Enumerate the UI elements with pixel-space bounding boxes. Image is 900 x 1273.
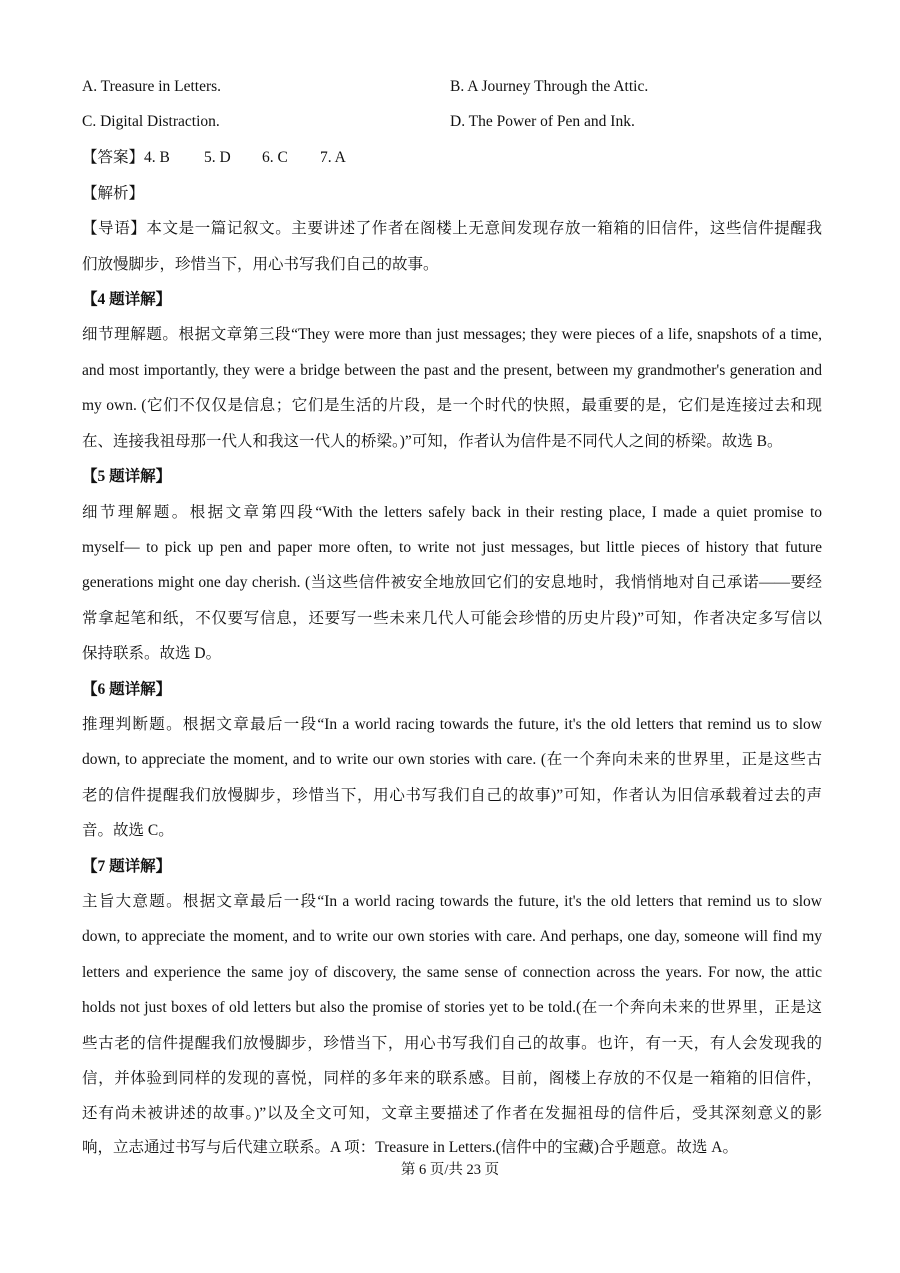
option-b: B. A Journey Through the Attic. (450, 78, 649, 95)
q4-line: 在、连接我祖母那一代人和我这一代人的桥梁。)”可知，作者认为信件是不同代人之间的桥梁。故选 B。 (82, 433, 783, 450)
q4-line: 细节理解题。根据文章第三段“They were more than just messages; they were pieces of a life, snapshots of a time, (82, 326, 822, 343)
q7-line: letters and experience the same joy of discovery, the same sense of connection across the years. For now, the attic (82, 964, 822, 981)
intro-line: 们放慢脚步，珍惜当下，用心书写我们自己的故事。 (82, 256, 439, 273)
answer-q4: 4. B (144, 149, 170, 166)
q7-line: down, to appreciate the moment, and to write our own stories with care. And perhaps, one day, someone will find my (82, 928, 822, 945)
q6-line: 音。故选 C。 (82, 822, 174, 839)
q5-heading: 【5 题详解】 (82, 468, 172, 485)
analysis-label: 【解析】 (82, 185, 145, 202)
q4-line: my own. (它们不仅仅是信息；它们是生活的片段，是一个时代的快照，最重要的是，它们是连接过去和现 (82, 397, 822, 414)
q5-line: myself— to pick up pen and paper more often, to write not just messages, but little pieces of history that future (82, 539, 822, 556)
q6-heading: 【6 题详解】 (82, 681, 172, 698)
q6-line: down, to appreciate the moment, and to write our own stories with care. (在一个奔向未来的世界里，正是这些古 (82, 751, 822, 768)
q7-heading: 【7 题详解】 (82, 858, 172, 875)
q4-heading: 【4 题详解】 (82, 291, 172, 308)
option-a: A. Treasure in Letters. (82, 78, 222, 95)
answer-q6: 6. C (262, 149, 288, 166)
q7-line: 响，立志通过书写与后代建立联系。A 项：Treasure in Letters.(信件中的宝藏)合乎题意。故选 A。 (82, 1139, 738, 1156)
q5-line: 常拿起笔和纸，不仅要写信息，还要写一些未来几代人可能会珍惜的历史片段)”可知，作者决定多写信以 (82, 610, 822, 627)
page-footer: 第 6 页/共 23 页 (400, 1162, 500, 1178)
option-d: D. The Power of Pen and Ink. (450, 113, 635, 130)
answer-label: 【答案】 (82, 149, 145, 166)
intro-line: 【导语】本文是一篇记叙文。主要讲述了作者在阁楼上无意间发现存放一箱箱的旧信件，这些信件提醒我 (82, 220, 822, 237)
answer-q7: 7. A (320, 149, 346, 166)
q5-line: generations might one day cherish. (当这些信件被安全地放回它们的安息地时，我悄悄地对自己承诺——要经 (82, 574, 822, 591)
q7-line: 些古老的信件提醒我们放慢脚步，珍惜当下，用心书写我们自己的故事。也许，有一天，有人会发现我的 (82, 1035, 822, 1052)
q7-line: holds not just boxes of old letters but also the promise of stories yet to be told.(在一个奔向未来的世界里，正是这 (82, 999, 822, 1016)
answer-q5: 5. D (204, 149, 231, 166)
answer-line (82, 148, 822, 168)
q5-line: 保持联系。故选 D。 (82, 645, 222, 662)
q5-line: 细节理解题。根据文章第四段“With the letters safely back in their resting place, I made a quiet promise to (82, 504, 822, 521)
q4-line: and most importantly, they were a bridge between the past and the present, between my grandmother's generation and (82, 362, 822, 379)
q6-line: 老的信件提醒我们放慢脚步，珍惜当下，用心书写我们自己的故事)”可知，作者认为旧信承载着过去的声 (82, 787, 822, 804)
q6-line: 推理判断题。根据文章最后一段“In a world racing towards the future, it's the old letters that remind us to slow (82, 716, 822, 733)
q7-line: 信，并体验到同样的发现的喜悦，同样的多年来的联系感。目前，阁楼上存放的不仅是一箱箱的旧信件， (82, 1070, 822, 1087)
q7-line: 还有尚未被讲述的故事。)”以及全文可知，文章主要描述了作者在发掘祖母的信件后，受其深刻意义的影 (82, 1105, 822, 1122)
option-c: C. Digital Distraction. (82, 113, 220, 130)
q7-line: 主旨大意题。根据文章最后一段“In a world racing towards the future, it's the old letters that remind us to slow (82, 893, 822, 910)
